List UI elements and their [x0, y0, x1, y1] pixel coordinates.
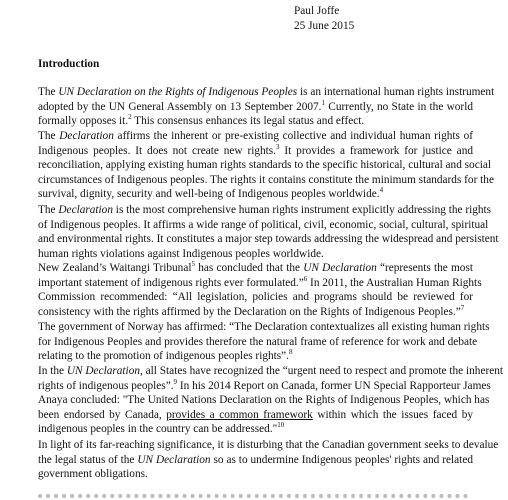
paragraph-line: rights of indigenous peoples”.$^9$ In his 2014 Report on Canada, former UN Special Rapporteur James: [38, 377, 491, 392]
paragraph-line: survival, dignity, security and well-being of Indigenous peoples worldwide.$^4$: [38, 186, 384, 201]
paragraph-line: consistency with the rights affirmed by the Declaration on the Rights of Indigenous Peoples.”$^7$: [38, 303, 465, 318]
paragraph-line: In light of its far-reaching significance, it is disturbing that the Canadian government seeks to devalue: [38, 439, 499, 451]
paragraph-1: [38, 85, 495, 129]
paragraph-line: important statement of indigenous rights ever formulated.”$^6$ In 2011, the Australian Human Rights: [38, 274, 482, 289]
footnote-ref: 9: [173, 377, 178, 386]
footnote-ref: 4: [379, 186, 384, 195]
paragraph-line: The Declaration affirms the inherent or pre-existing collective and individual human rights of: [38, 130, 473, 142]
paragraph-line: The government of Norway has affirmed: “The Declaration contextualizes all existing human rights: [38, 321, 490, 333]
paragraph-line: New Zealand’s Waitangi Tribunal$^5$ has concluded that the UN Declaration “represents the most: [38, 260, 473, 274]
paragraph-line: reconciliation, applying existing human rights standards to the specific historical, cultural and social: [38, 159, 492, 172]
paragraph-2: [38, 129, 494, 202]
paragraph-line: formally opposes it.$^2$ This consensus enhances its legal status and effect.: [38, 113, 365, 128]
paragraph-line: The Declaration is the most comprehensive human rights instrument explicitly addressing the rights: [38, 204, 492, 216]
paragraph-5: [38, 320, 490, 364]
paragraph-7: [38, 438, 499, 482]
paragraph-3: [38, 203, 499, 261]
footnote-ref: 5: [191, 260, 195, 268]
footnote-ref: 8: [289, 348, 293, 357]
paragraph-4: [38, 260, 482, 319]
paragraph-line: relating to the promotion of indigenous peoples rights”.$^8$: [38, 348, 293, 363]
paragraph-line: circumstances of Indigenous peoples. The rights it contains constitute the minimum standards for the: [38, 173, 494, 186]
paragraph-line: In the UN Declaration, all States have recognized the “urgent need to respect and promote the inherent: [38, 365, 504, 377]
paragraph-line: Anaya concluded: "The United Nations Declaration on the Rights of Indigenous Peoples, which has: [38, 394, 490, 407]
paragraph-line: indigenous peoples in the country can be addressed."$^{10}$: [38, 421, 285, 436]
paragraph-line: the legal status of the UN Declaration so as to undermine Indigenous peoples' rights and related: [38, 453, 473, 466]
paragraph-line: Commission recommended: “All legislation, policies and programs should be reviewed for: [38, 291, 473, 304]
paragraph-line: for Indigenous Peoples and provides therefore the natural frame of reference for work and debate: [38, 335, 478, 348]
paragraph-line: and environmental rights. It constitutes a major step towards addressing the widespread and persistent: [38, 233, 499, 246]
paragraph-6: [38, 364, 504, 437]
paragraph-line: The UN Declaration on the Rights of Indigenous Peoples is an international human rights instrument: [38, 86, 495, 98]
author-block: [294, 4, 354, 34]
paragraph-line: government obligations.: [38, 468, 148, 481]
paragraph-line: Indigenous peoples. It does not create new rights.$^3$ It provides a framework for justice and: [38, 142, 473, 157]
paragraph-line: of Indigenous peoples. It affirms a wide range of political, civil, economic, social, cultural, spiritual: [38, 218, 489, 231]
footnote-ref: 10: [277, 421, 285, 430]
footnote-ref: 2: [128, 113, 132, 122]
underlined-link-text: provides a common framework: [166, 408, 313, 421]
section-heading: Introduction: [38, 58, 100, 70]
cut-off-text-line: [38, 491, 468, 500]
author-name: Paul Joffe: [294, 5, 340, 17]
paragraph-line: adopted by the UN General Assembly on 13 September 2007.$^1$ Currently, no State in the world: [38, 98, 473, 113]
paragraph-line: human rights violations against Indigenous peoples worldwide.: [38, 247, 324, 260]
footnote-ref: 7: [460, 303, 465, 312]
author-date: 25 June 2015: [294, 20, 355, 32]
footnote-ref: 6: [303, 274, 308, 283]
footnote-ref: 1: [321, 98, 325, 107]
footnote-ref: 3: [276, 142, 280, 151]
paragraph-line: been endorsed by Canada, provides a common framework within which the issues faced by: [38, 408, 473, 421]
